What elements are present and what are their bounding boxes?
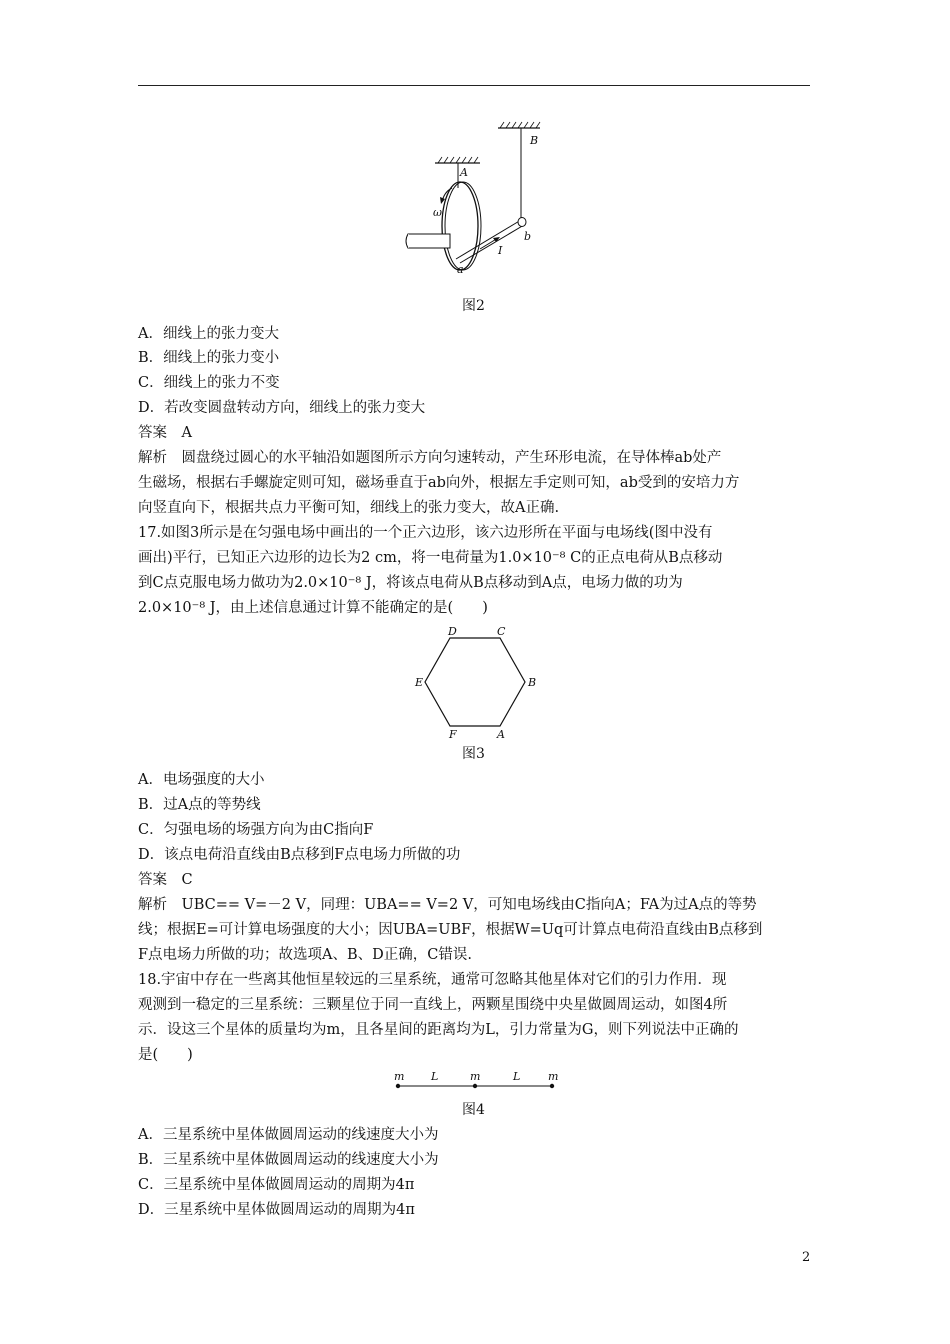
- fig4-label-L: L: [431, 1070, 439, 1083]
- q18-stem-line: 示．设这三个星体的质量均为m，且各星间的距离均为L，引力常量为G，则下列说法中正确的: [138, 1022, 739, 1038]
- q18-stem-line: 观测到一稳定的三星系统：三颗星位于同一直线上，两颗星围绕中央星做圆周运动，如图4所: [138, 997, 728, 1013]
- header-rule: [138, 85, 810, 86]
- fig4-label-L: L: [513, 1070, 521, 1083]
- q16-option-a: A．细线上的张力变大: [138, 326, 279, 342]
- fig2-label-B: B: [530, 134, 539, 147]
- fig3-label-D: D: [448, 625, 457, 638]
- q16-option-b: B．细线上的张力变小: [138, 350, 280, 366]
- q16-analysis-line: 向竖直向下，根据共点力平衡可知，细线上的张力变大，故A正确.: [138, 500, 560, 516]
- q18-option-d: D．三星系统中星体做圆周运动的周期为4π: [138, 1202, 415, 1218]
- q17-option-c: C．匀强电场的场强方向为由C指向F: [138, 822, 374, 838]
- fig2-label-A: A: [460, 166, 468, 179]
- fig3-label-B: B: [528, 676, 537, 689]
- q18-option-b: B．三星系统中星体做圆周运动的线速度大小为: [138, 1152, 439, 1168]
- fig4-label-m: m: [470, 1070, 481, 1083]
- q18-option-a: A．三星系统中星体做圆周运动的线速度大小为: [138, 1127, 439, 1143]
- fig2-label-I: I: [498, 244, 503, 257]
- fig3-label-C: C: [497, 625, 506, 638]
- q16-option-d: D．若改变圆盘转动方向，细线上的张力变大: [138, 400, 426, 416]
- q16-option-c: C．细线上的张力不变: [138, 375, 280, 391]
- q16-analysis-line: 解析 圆盘绕过圆心的水平轴沿如题图所示方向匀速转动，产生环形电流，在导体棒ab处产: [138, 450, 722, 466]
- q18-stem-line: 18.宇宙中存在一些离其他恒星较远的三星系统，通常可忽略其他星体对它们的引力作用．现: [138, 972, 727, 988]
- q16-analysis-line: 生磁场，根据右手螺旋定则可知，磁场垂直于ab向外，根据左手定则可知，ab受到的安培力方: [138, 475, 740, 491]
- q18-stem-line: 是( ): [138, 1047, 193, 1063]
- figure-4-caption: 图4: [462, 1102, 485, 1118]
- q17-stem-line: 17.如图3所示是在匀强电场中画出的一个正六边形，该六边形所在平面与电场线(图中没有: [138, 525, 713, 541]
- page-number: 2: [802, 1250, 811, 1265]
- q17-option-b: B．过A点的等势线: [138, 797, 261, 813]
- fig3-label-F: F: [449, 728, 457, 740]
- q17-analysis-line: 线；根据E=可计算电场强度的大小；因UBA=UBF，根据W=Uq可计算点电荷沿直线由B点移到: [138, 922, 763, 938]
- q18-option-c: C．三星系统中星体做圆周运动的周期为4π: [138, 1177, 415, 1193]
- fig4-label-m: m: [548, 1070, 559, 1083]
- fig2-label-b: b: [524, 230, 532, 243]
- fig2-label-a: a: [457, 263, 464, 276]
- q17-stem-line: 2.0×10⁻⁸ J，由上述信息通过计算不能确定的是( ): [138, 600, 488, 616]
- q17-option-a: A．电场强度的大小: [138, 772, 265, 788]
- figure-2: [400, 118, 550, 278]
- figure-3-hexagon: [410, 622, 540, 740]
- figure-2-caption: 图2: [462, 298, 485, 314]
- figure-4-three-stars: [388, 1068, 568, 1098]
- q17-answer: 答案 C: [138, 872, 193, 888]
- q17-stem-line: 到C点克服电场力做功为2.0×10⁻⁸ J，将该点电荷从B点移动到A点，电场力做的功为: [138, 575, 683, 591]
- fig4-label-m: m: [394, 1070, 405, 1083]
- figure-3-caption: 图3: [462, 746, 485, 762]
- q17-option-d: D．该点电荷沿直线由B点移到F点电场力所做的功: [138, 847, 461, 863]
- q17-analysis-line: 解析 UBC== V=－2 V，同理：UBA== V=2 V，可知电场线由C指向A；FA为过A点的等势: [138, 897, 757, 913]
- fig3-label-A: A: [497, 728, 505, 740]
- q16-answer: 答案 A: [138, 425, 192, 441]
- fig2-label-omega: ω: [433, 206, 442, 219]
- q17-analysis-line: F点电场力所做的功；故选项A、B、D正确，C错误.: [138, 947, 473, 963]
- fig3-label-E: E: [415, 676, 424, 689]
- q17-stem-line: 画出)平行，已知正六边形的边长为2 cm，将一电荷量为1.0×10⁻⁸ C的正点电荷从B点移动: [138, 550, 723, 566]
